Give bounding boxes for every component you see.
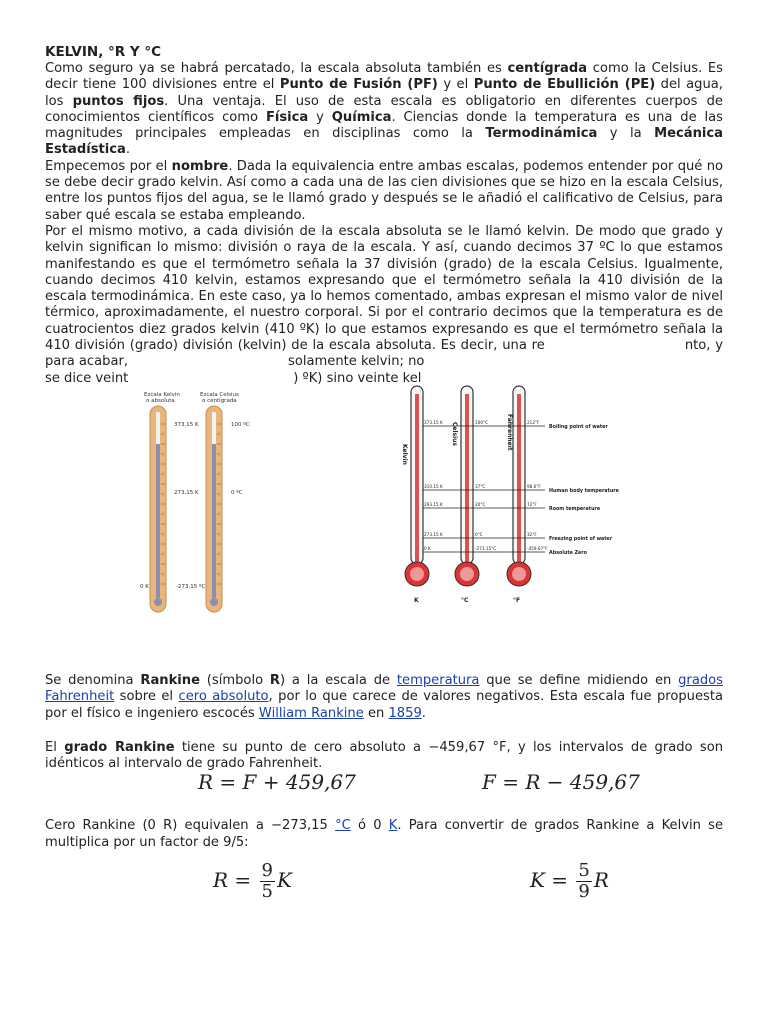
label-freezing: Freezing point of water: [549, 537, 613, 542]
fraction: [260, 861, 275, 902]
label-body: Human body temperature: [549, 489, 619, 494]
text: El: [45, 739, 65, 755]
link-celsius[interactable]: °C: [335, 818, 351, 834]
fig1-col1-label-a: Escala Kelvin: [144, 392, 180, 398]
text: . Para convertir de grados Rankine a Kelvin se multiplica por un factor de 9/5:: [45, 818, 724, 850]
link-cero-absoluto[interactable]: cero absoluto: [178, 689, 269, 705]
c-boil: 100°C: [475, 420, 489, 425]
numerator: 9: [261, 860, 273, 882]
f-boil: 212°F: [527, 420, 540, 425]
text: del agua, los: [45, 77, 723, 109]
f-room: 72°F: [527, 502, 537, 507]
text: como la Celsius. Es decir tiene 100 divisiones entre el: [45, 61, 723, 93]
text: . Dada la equivalencia entre ambas escalas, podemos entender por qué no se debe decir grado kelvin. Así como a cada una de las cien divisiones que se hizo en la escala Celsius, entre los puntos fijos del agua, se le llamó grado y después se le añadió el calificativo de Celsius, para saber qué escala se estaba empleando.: [45, 158, 724, 223]
c-freeze: 0°C: [475, 532, 483, 537]
fig1-c-mid: 0 ºC: [231, 490, 243, 496]
text: nto, y para acabar,: [45, 338, 723, 370]
text: (símbolo: [200, 673, 270, 688]
thermometer-bulb-celsius: [210, 598, 218, 606]
text: se dice veint: [45, 370, 129, 386]
link-temperatura[interactable]: temperatura: [396, 673, 480, 688]
text: tiene su punto de cero absoluto a −459,67 °F, y los intervalos de grado son idénticos al intervalo de grado Fahrenheit.: [45, 739, 724, 772]
text: que se define midiendo en: [479, 673, 679, 688]
link-grados-fahrenheit[interactable]: grados Fahrenheit: [45, 673, 723, 705]
text: Por el mismo motivo, a cada división de la escala absoluta se le llamó kelvin. De modo que grado y kelvin significan lo mismo: división o raya de la escala. Y así, cuando decimos 37 ºC lo que estamos manifestando es que el termómetro señala la 37 división (grado) de la escala Celsius. Igualmente, cuando decimos 410 kelvin, estamos expresando que el termómetro señala la 410 división de la escala termodinámica. En este caso, ya lo hemos comentado, ambas expresan el mismo valor de nivel térmico, aproximadamente, el nuestro corporal. Si por el contrario decimos que la temperatura es de cuatrocientos diez grados kelvin (410 ºK) lo que estamos expresando es que el termómetro señala la 410 división (grado) división (kelvin) de la escala absoluta. Es decir, una re: [45, 223, 723, 354]
bold-term: grado Rankine: [64, 739, 175, 755]
k-boil: 373.15 K: [424, 420, 443, 425]
bold-term: R: [269, 673, 280, 688]
f-zero: -459.67°F: [527, 546, 548, 551]
text: .: [125, 142, 131, 158]
bold-term: nombre: [171, 158, 229, 174]
bold-term: Termodinámica: [485, 126, 598, 142]
k-body: 310.15 K: [424, 484, 443, 489]
col-f-label: °F: [513, 597, 521, 604]
label-absolute-zero: Absolute Zero: [549, 551, 587, 556]
k-zero: 0 K: [424, 546, 431, 551]
thermometer-liquid-celsius: [212, 444, 216, 598]
f-body: 98.6°F: [527, 484, 541, 489]
rankine-paragraph-1: [45, 673, 723, 722]
paragraph-2: [45, 159, 723, 224]
link-william-rankine[interactable]: William Rankine: [258, 705, 364, 721]
text: Empecemos por el: [45, 158, 172, 174]
eq-text: K: [276, 868, 292, 893]
kelvin-vertical-word: Kelvin: [401, 444, 408, 465]
bold-term: puntos fijos: [72, 93, 165, 109]
rankine-paragraph-2: [45, 740, 723, 773]
text: . Una ventaja. El uso de esta escala es obligatorio en diferentes cuerpos de conocimientos científicos como: [45, 93, 723, 125]
fahrenheit-vertical-word: Fahrenheit: [506, 414, 513, 451]
bold-term: Química: [331, 109, 392, 125]
text: .: [421, 705, 426, 721]
text: Cero Rankine (0 R) equivalen a −273,15: [45, 818, 336, 834]
label-room: Room temperature: [549, 507, 601, 512]
bold-term: Mecánica Estadística: [45, 126, 723, 158]
fig1-c-bot: -273,15 ºC: [176, 584, 206, 590]
text: Se denomina: [45, 673, 141, 688]
kelvin-celsius-thermometers-figure: [120, 384, 280, 616]
fig1-k-mid: 273,15 K: [174, 490, 199, 496]
fig1-col1-label-b: o absoluta: [146, 398, 175, 404]
celsius-vertical-word: Celsius: [451, 422, 458, 446]
eq-text: R: [593, 868, 609, 893]
text: y el: [437, 77, 474, 93]
col-c-label: °C: [461, 597, 469, 604]
fig1-col2-label-a: Escala Celsius: [200, 392, 239, 398]
fig1-c-top: 100 ºC: [231, 422, 250, 428]
fraction: [576, 861, 591, 902]
numerator: 5: [578, 860, 590, 882]
equation-row-2: [45, 851, 723, 907]
text: ) ºK) sino veinte kel: [293, 370, 422, 386]
bold-term: Punto de Fusión (PF): [279, 77, 438, 93]
fig1-k-top: 373,15 K: [174, 422, 199, 428]
text: Como seguro ya se habrá percatado, la escala absoluta también es: [45, 61, 508, 76]
denominator: 5: [261, 881, 273, 903]
rankine-section: [45, 673, 723, 907]
k-room: 293.15 K: [424, 502, 443, 507]
paragraph-1: [45, 61, 723, 159]
col-k-label: K: [414, 597, 419, 604]
kelvin-celsius-fahrenheit-figure: [397, 384, 697, 616]
bold-term: Física: [265, 109, 309, 125]
denominator: 9: [578, 881, 590, 903]
paragraph-3: [45, 224, 723, 387]
fig1-col2-label-b: o centígrada: [202, 398, 237, 404]
text: solamente kelvin; no: [288, 354, 425, 370]
k-freeze: 273.15 K: [424, 532, 443, 537]
eq-text: K =: [530, 868, 575, 893]
text: y la: [597, 126, 655, 142]
f-freeze: 32°F: [527, 532, 537, 537]
main-text: [45, 44, 723, 387]
thermometer-liquid-kelvin: [156, 444, 160, 598]
c-zero: -273.15°C: [475, 546, 497, 551]
fig1-k-bot: 0 K: [140, 584, 149, 590]
text: sobre el: [114, 689, 179, 705]
c-body: 37°C: [475, 484, 486, 489]
text: y: [308, 109, 332, 125]
equation-k-from-r: [530, 861, 609, 902]
thermometer-figures: [120, 384, 740, 616]
link-1859[interactable]: 1859: [388, 705, 422, 721]
equation-f-from-r: F = R − 459,67: [482, 770, 640, 795]
rankine-paragraph-3: [45, 818, 723, 851]
thermometer-bulb-kelvin: [154, 598, 162, 606]
eq-text: R =: [213, 868, 258, 893]
bold-term: centígrada: [507, 61, 588, 76]
bold-term: Punto de Ebullición (PE): [473, 77, 656, 93]
page-title: KELVIN, °R Y °C: [45, 44, 162, 60]
equation-r-from-f: R = F + 459,67: [198, 770, 356, 795]
equation-row-1: [45, 772, 723, 806]
text: ó 0: [350, 818, 389, 834]
link-kelvin[interactable]: K: [388, 818, 398, 834]
text: , por lo que carece de valores negativos. Esta escala fue propuesta por el físico e ingeniero escocés: [45, 689, 724, 721]
text: en: [363, 705, 389, 721]
text: . Ciencias donde la temperatura es una de las magnitudes principales empleadas en disciplinas como la: [45, 109, 724, 142]
label-boiling: Boiling point of water: [549, 425, 608, 430]
bold-term: Rankine: [140, 673, 200, 688]
c-room: 20°C: [475, 502, 486, 507]
text: ) a la escala de: [279, 673, 397, 688]
equation-r-from-k: [213, 861, 292, 902]
